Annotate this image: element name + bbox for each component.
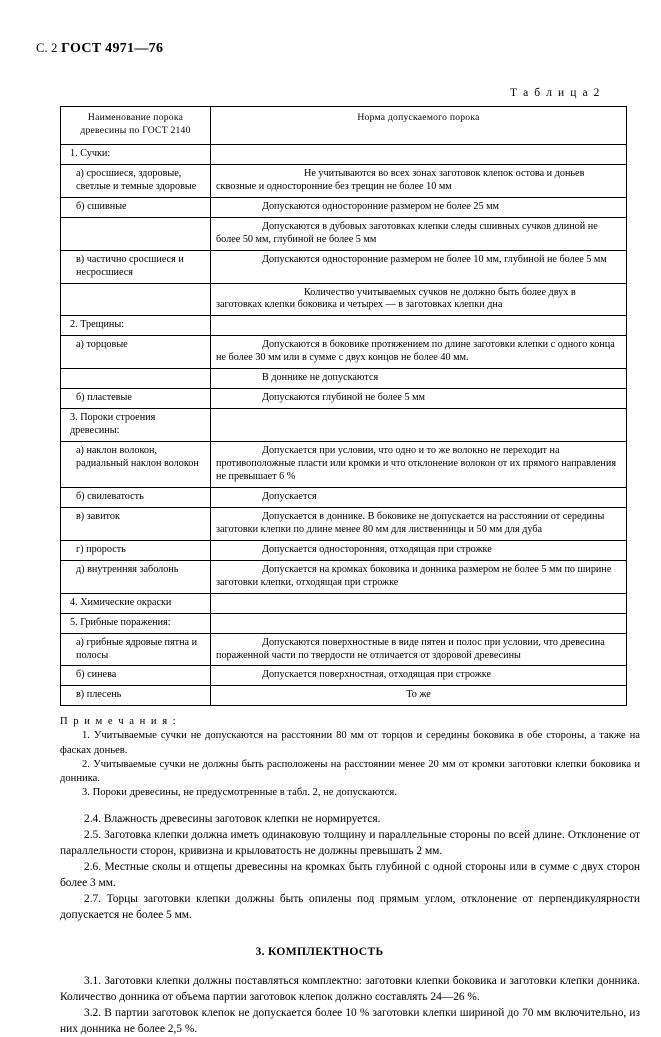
table-row [61,507,627,540]
table-row [61,336,627,369]
clause-2-4: 2.4. Влажность древесины заготовок клепки не нормируется. [84,812,381,825]
cell-defect-name: а) наклон волокон, радиальный наклон волокон [61,442,211,488]
notes-label: П р и м е ч а н и я : [60,716,178,728]
table-row [61,316,627,336]
cell-allowed-norm: Допускается в доннике. В боковике не допускается на расстоянии от середины заготовки клепки по длине менее 80 мм для лиственницы и 50 мм для дуба [211,507,627,540]
cell-allowed-norm: Допускается поверхностная, отходящая при строжке [211,666,627,686]
table-row [61,283,627,316]
cell-allowed-norm: Допускаются поверхностные в виде пятен и полос при условии, что древесина пораженной части по твердости не отличается от здоровой древесины [211,633,627,666]
cell-defect-name: 2. Трещины: [61,316,211,336]
table-row [61,666,627,686]
table-row [61,389,627,409]
cell-defect-name: 4. Химические окраски [61,593,211,613]
note-item: 3. Пороки древесины, не предусмотренные в табл. 2, не допускаются. [82,786,397,798]
table-row [61,560,627,593]
cell-defect-name [61,217,211,250]
clause-3-2: 3.2. В партии заготовок клепок не допускается более 10 % заготовки клепки шириной до 70 мм включительно, из них донника не более 2,5 %. [60,1007,640,1035]
cell-defect-name: в) частично сросшиеся и несросшиеся [61,250,211,283]
table-row [61,250,627,283]
defects-table [60,106,627,706]
table-row [61,197,627,217]
cell-allowed-norm [211,144,627,164]
cell-defect-name: б) пластевые [61,389,211,409]
cell-allowed-norm [211,316,627,336]
cell-allowed-norm: Допускаются односторонние размером не более 25 мм [211,197,627,217]
table-row [61,144,627,164]
cell-defect-name: 5. Грибные поражения: [61,613,211,633]
table-row [61,686,627,706]
cell-defect-name: в) плесень [61,686,211,706]
cell-defect-name: 1. Сучки: [61,144,211,164]
table-row [61,369,627,389]
table-row [61,487,627,507]
cell-allowed-norm: Допускаются односторонние размером не более 10 мм, глубиной не более 5 мм [211,250,627,283]
standard-number: ГОСТ 4971—76 [61,41,164,56]
cell-allowed-norm: Допускается [211,487,627,507]
cell-allowed-norm [211,593,627,613]
table-row [61,442,627,488]
cell-defect-name: г) прорость [61,540,211,560]
cell-defect-name: в) завиток [61,507,211,540]
cell-defect-name [61,283,211,316]
cell-defect-name: а) сросшиеся, здоровые, светлые и темные здоровые [61,164,211,197]
table-row [61,409,627,442]
cell-defect-name: а) грибные ядровые пятна и полосы [61,633,211,666]
cell-allowed-norm [211,409,627,442]
cell-allowed-norm: Допускаются глубиной не более 5 мм [211,389,627,409]
cell-allowed-norm: Допускается при условии, что одно и то же волокно не переходит на противоположные пласти или кромки и что отклонение волокон от их прямого направления не превышает 6 % [211,442,627,488]
page-number: С. 2 [36,41,58,55]
note-item: 1. Учитываемые сучки не допускаются на расстоянии 80 мм от торцов и середины боковика в обе стороны, а также на фасках доньев. [60,730,640,756]
clauses-block [60,812,640,924]
table-row [61,593,627,613]
table-row [61,633,627,666]
cell-allowed-norm: Допускается односторонняя, отходящая при строжке [211,540,627,560]
cell-defect-name: 3. Пороки строения древесины: [61,409,211,442]
cell-allowed-norm: В доннике не допускаются [211,369,627,389]
table-header-row [61,107,627,145]
clause-2-7: 2.7. Торцы заготовки клепки должны быть опилены под прямым углом, отклонение от перпендикулярности допускается не более 5 мм. [60,893,640,921]
cell-allowed-norm: Не учитываются во всех зонах заготовок клепок остова и доньев сквозные и односторонние без трещин не более 10 мм [211,164,627,197]
cell-defect-name [61,369,211,389]
cell-allowed-norm [211,613,627,633]
cell-allowed-norm: Количество учитываемых сучков не должно быть более двух в заготовках клепки боковика и четырех — в заготовках клепки дна [211,283,627,316]
cell-defect-name: а) торцовые [61,336,211,369]
column-header-allowed-norm: Норма допускаемого порока [211,107,627,145]
cell-defect-name: б) сшивные [61,197,211,217]
cell-allowed-norm: То же [211,686,627,706]
notes-block [60,715,640,799]
table-row [61,540,627,560]
section-clauses-block [60,974,640,1037]
table-row [61,217,627,250]
cell-allowed-norm: Допускаются в боковике протяжением по длине заготовки клепки с одного конца не более 30 мм или в сумме с двух концов не более 40 мм. [211,336,627,369]
clause-2-5: 2.5. Заготовка клепки должна иметь одинаковую толщину и параллельные стороны по всей длине. Отклонение от параллельности сторон, кривизна и крыловатость не должны превышать 2 мм. [60,829,640,857]
table-row [61,613,627,633]
page-header [36,40,603,57]
section-title: 3. КОМПЛЕКТНОСТЬ [255,945,384,959]
cell-defect-name: б) синева [61,666,211,686]
table-caption: Т а б л и ц а 2 [509,87,601,99]
cell-defect-name: д) внутренняя заболонь [61,560,211,593]
clause-2-6: 2.6. Местные сколы и отщепы древесины на кромках быть глубиной с одной стороны или в сумме с двух сторон более 3 мм. [60,861,640,889]
clause-3-1: 3.1. Заготовки клепки должны поставляться комплектно: заготовки клепки боковика и заготовки клепки донника. Количество донника от объема партии заготовок клепок должно составлять 24—26 %. [60,975,640,1003]
cell-defect-name: б) свилеватость [61,487,211,507]
cell-allowed-norm: Допускаются в дубовых заготовках клепки следы сшивных сучков длиной не более 50 мм, глубиной не более 5 мм [211,217,627,250]
cell-allowed-norm: Допускается на кромках боковика и донника размером не более 5 мм по ширине заготовки клепки, отходящая при строжке [211,560,627,593]
note-item: 2. Учитываемые сучки не должны быть расположены на расстоянии менее 20 мм от кромки заготовки клепки боковика и донника. [60,758,640,784]
table-row [61,164,627,197]
column-header-defect-name: Наименование порока древесины по ГОСТ 2140 [61,107,211,145]
